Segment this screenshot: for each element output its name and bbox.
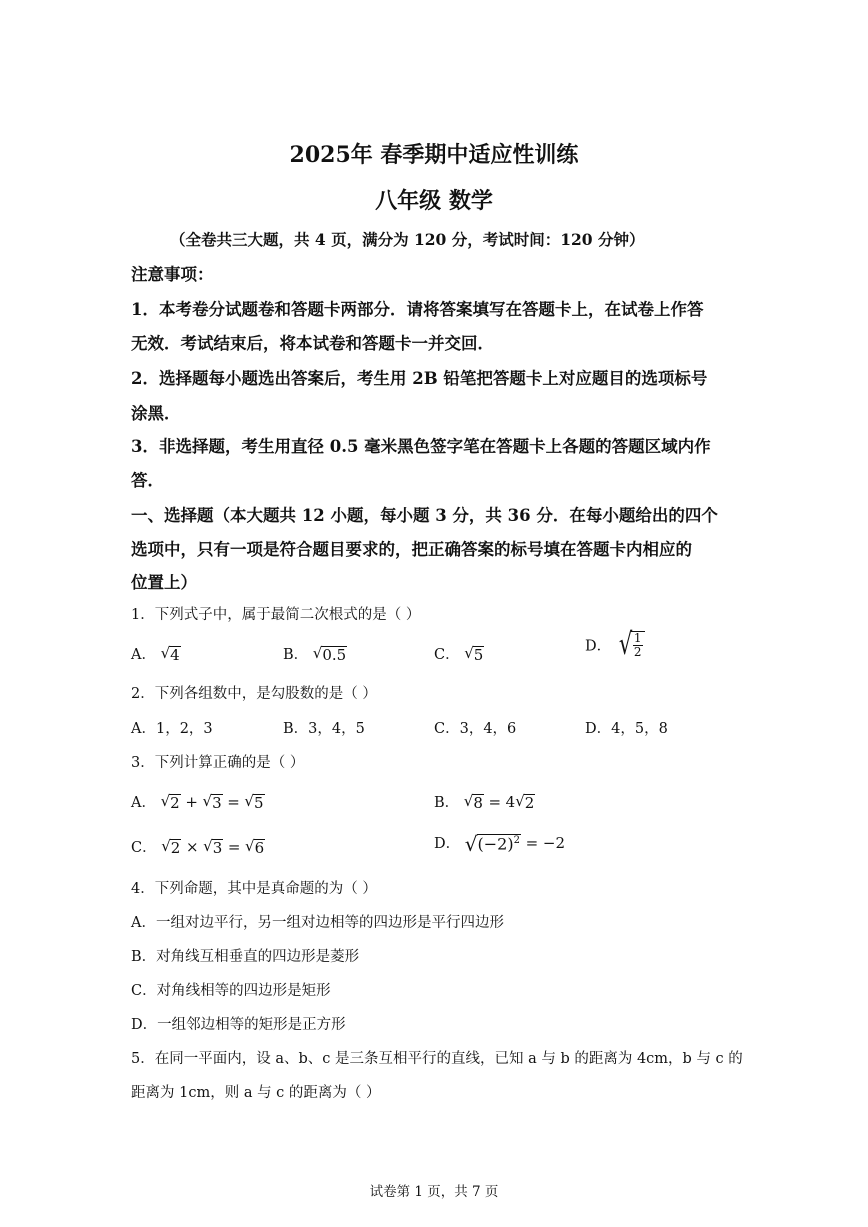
q3-option-b: B． √ 8 = 4 √ 2 bbox=[434, 792, 535, 813]
note-line: 答． bbox=[131, 471, 164, 490]
sqrt-expression: √ 4 bbox=[160, 644, 180, 665]
exam-info: （全卷共三大题，共 4 页，满分为 120 分，考试时间：120 分钟） bbox=[170, 230, 645, 249]
q1-option-d bbox=[585, 627, 645, 662]
q3-option-c: C． √ 2 × √ 3 = √ 6 bbox=[131, 837, 265, 858]
q3-option-d: D． √ $(-2)^2$ = −2 bbox=[434, 832, 566, 856]
question-2-stem: 2．下列各组数中，是勾股数的是（ ） bbox=[131, 686, 377, 702]
exam-subtitle: 八年级 数学 bbox=[375, 188, 493, 214]
note-line: 3．非选择题，考生用直径 0.5 毫米黑色签字笔在答题卡上各题的答题区域内作 bbox=[131, 437, 711, 456]
question-1-stem: 1．下列式子中，属于最简二次根式的是（ ） bbox=[131, 607, 421, 623]
sqrt-fraction-expression: √ $\frac{1}{2}$ bbox=[616, 630, 645, 660]
section-heading-line: 选项中，只有一项是符合题目要求的，把正确答案的标号填在答题卡内相应的 bbox=[131, 540, 692, 559]
q2-option-b: B．3，4，5 bbox=[283, 721, 365, 737]
q2-option-d: D．4，5，8 bbox=[585, 721, 668, 737]
option-label: A． bbox=[131, 795, 156, 811]
note-line: 无效．考试结束后，将本试卷和答题卡一并交回． bbox=[131, 334, 494, 353]
sqrt-expression: √ 5 bbox=[464, 644, 484, 665]
option-label: D． bbox=[434, 836, 461, 852]
question-4-stem: 4．下列命题，其中是真命题的为（ ） bbox=[131, 881, 377, 897]
q4-option-b: B．对角线互相垂直的四边形是菱形 bbox=[131, 949, 360, 965]
option-label: B． bbox=[283, 647, 309, 663]
option-label: C． bbox=[131, 840, 157, 856]
section-heading-line: 一、选择题（本大题共 12 小题，每小题 3 分，共 36 分．在每小题给出的四个 bbox=[131, 506, 718, 525]
option-label: D． bbox=[585, 638, 612, 655]
q1-option-c bbox=[434, 643, 484, 664]
question-5-stem-line1: 5．在同一平面内，设 a、b、c 是三条互相平行的直线，已知 a 与 b 的距离为 4cm，b 与 c 的 bbox=[131, 1051, 743, 1067]
q2-option-c: C．3，4，6 bbox=[434, 721, 517, 737]
page-footer: 试卷第 1 页，共 7 页 bbox=[369, 1184, 499, 1200]
exam-title: 2025年 春季期中适应性训练 bbox=[289, 142, 579, 168]
option-label: A． bbox=[131, 647, 156, 663]
q4-option-a: A．一组对边平行，另一组对边相等的四边形是平行四边形 bbox=[131, 915, 504, 931]
notes-heading: 注意事项： bbox=[131, 265, 214, 284]
note-line: 1．本考卷分试题卷和答题卡两部分．请将答案填写在答题卡上，在试卷上作答 bbox=[131, 300, 704, 319]
q4-option-d: D．一组邻边相等的矩形是正方形 bbox=[131, 1017, 346, 1033]
q1-option-b bbox=[283, 643, 347, 664]
q4-option-c: C．对角线相等的四边形是矩形 bbox=[131, 983, 331, 999]
sqrt-expression: √ 0.5 bbox=[312, 644, 347, 665]
question-3-stem: 3．下列计算正确的是（ ） bbox=[131, 755, 305, 771]
section-heading-line: 位置上） bbox=[131, 573, 197, 592]
q3-option-a: A． √ 2 + √ 3 = √ 5 bbox=[131, 792, 264, 813]
question-5-stem-line2: 距离为 1cm，则 a 与 c 的距离为（ ） bbox=[131, 1085, 381, 1101]
option-label: C． bbox=[434, 647, 460, 663]
q1-option-a bbox=[131, 643, 181, 664]
note-line: 2．选择题每小题选出答案后，考生用 2B 铅笔把答题卡上对应题目的选项标号 bbox=[131, 369, 708, 388]
note-line: 涂黑． bbox=[131, 404, 181, 423]
q2-option-a: A．1，2，3 bbox=[131, 721, 213, 737]
option-label: B． bbox=[434, 795, 460, 811]
